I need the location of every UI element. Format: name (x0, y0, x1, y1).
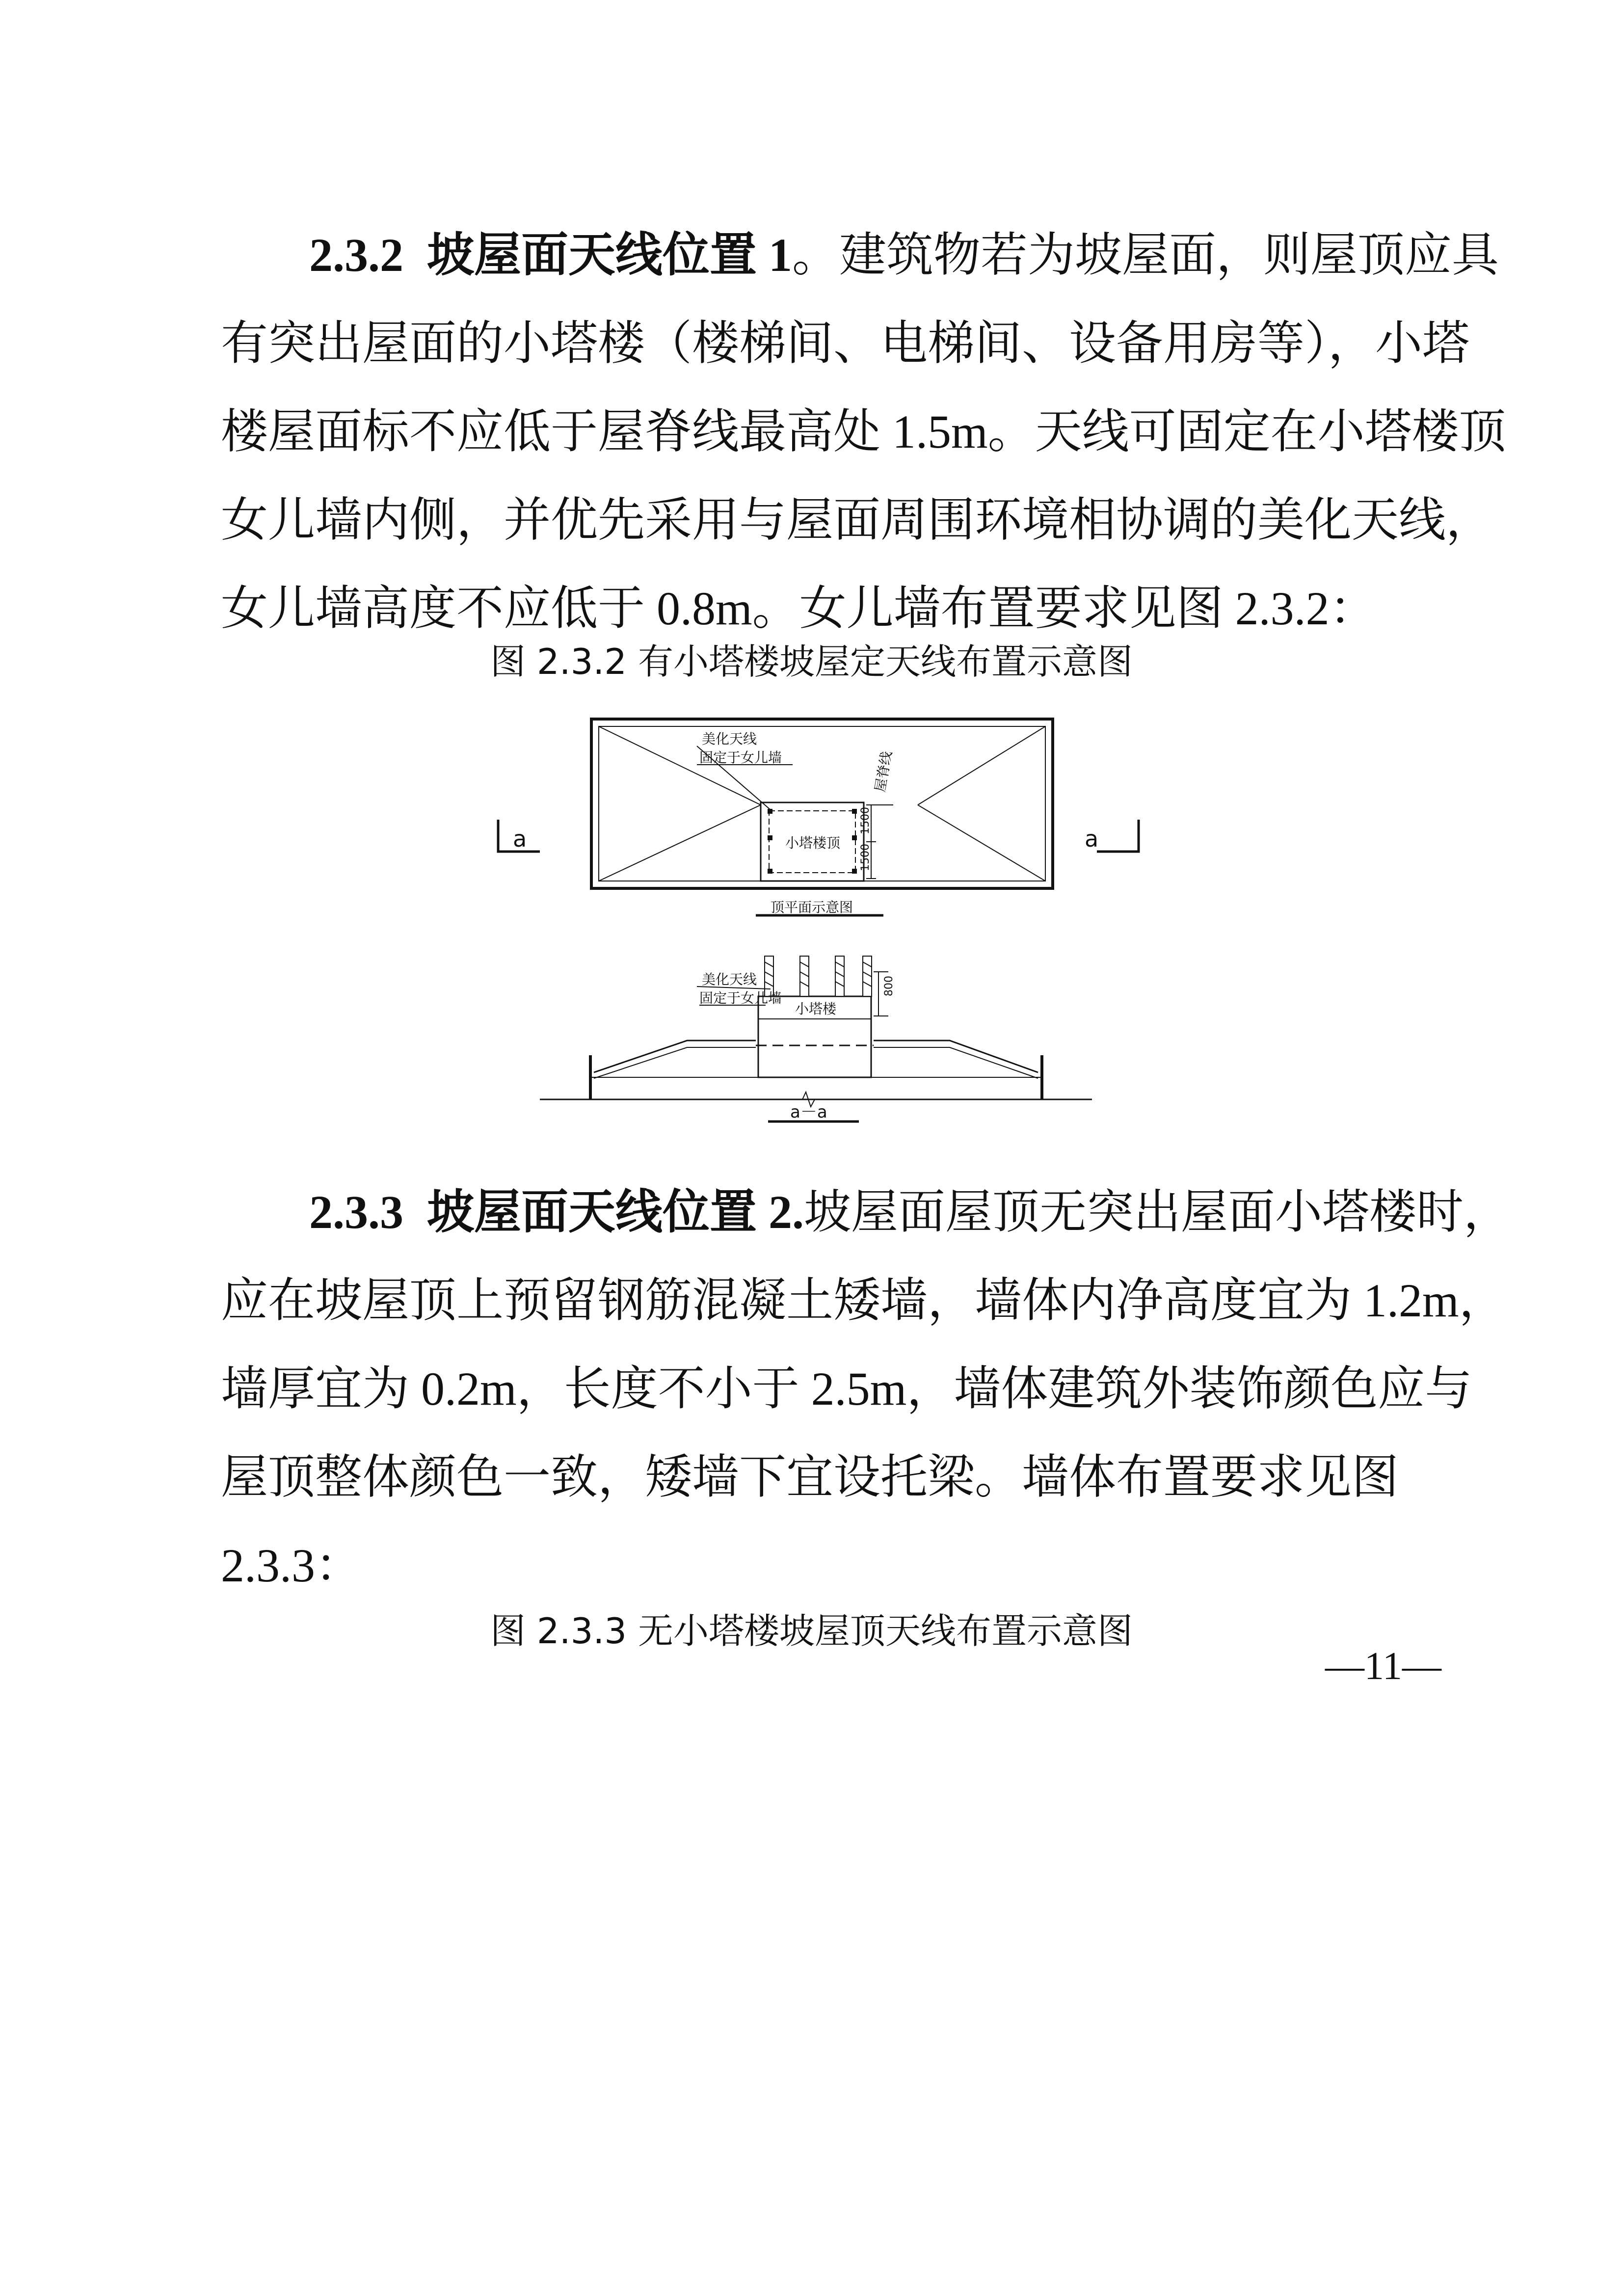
section-2-3-2-line-1: 2.3.2 坡屋面天线位置 1。建筑物若为坡屋面，则屋顶应具 (309, 229, 1499, 281)
section-2-3-2-line-3: 楼屋面标不应低于屋脊线最高处 1.5m。天线可固定在小塔楼顶 (221, 405, 1506, 458)
section-fixed-label: 固定于女儿墙 (699, 990, 782, 1006)
plan-section-mark-a-right: a (1085, 826, 1099, 852)
figure-2-3-3-caption: 图 2.3.3 无小塔楼坡屋顶天线布置示意图 (490, 1610, 1133, 1652)
section-antenna-label: 美化天线 (702, 971, 757, 988)
roof-outline (591, 719, 1053, 888)
plan-antenna-label: 美化天线 (702, 731, 757, 747)
plan-section-mark-a-left: a (513, 826, 527, 852)
section-2-3-3-line-2: 应在坡屋顶上预留钢筋混凝土矮墙，墙体内净高度宜为 1.2m， (221, 1274, 1506, 1327)
section-2-3-3-line-4: 屋顶整体颜色一致，矮墙下宜设托梁。墙体布置要求见图 (221, 1451, 1399, 1503)
figure-2-3-2-caption: 图 2.3.2 有小塔楼坡屋定天线布置示意图 (490, 641, 1133, 682)
plan-dim-1: 1500 (859, 807, 872, 834)
roof-inner-outline (599, 726, 1045, 881)
section-number: 2.3.2 (309, 229, 403, 281)
roof-plan-view (498, 719, 1139, 915)
section-2-3-2-line-4: 女儿墙内侧，并优先采用与屋面周围环境相协调的美化天线， (221, 494, 1493, 546)
section-2-3-3-line-3: 墙厚宜为 0.2m，长度不小于 2.5m，墙体建筑外装饰颜色应与 (221, 1362, 1472, 1415)
section-view-title: a－a (790, 1102, 827, 1122)
section-2-3-2-line-2: 有突出屋面的小塔楼（楼梯间、电梯间、设备用房等），小塔 (221, 317, 1469, 370)
plan-dim-2: 1500 (859, 844, 872, 871)
section-dim: 800 (883, 976, 895, 996)
section-tower-label: 小塔楼 (795, 1001, 837, 1017)
section-title: 坡屋面天线位置 2. (427, 1186, 804, 1238)
section-view (540, 956, 1092, 1121)
page-number: —11— (1325, 1645, 1442, 1688)
section-2-3-3-line-5: 2.3.3： (221, 1539, 362, 1592)
section-2-3-3-line-1: 2.3.3 坡屋面天线位置 2.坡屋面屋顶无突出屋面小塔楼时， (309, 1186, 1511, 1238)
plan-ridge-label: 屋脊线 (872, 749, 895, 794)
section-2-3-3 (221, 1168, 1511, 1610)
section-title: 坡屋面天线位置 1 (427, 229, 792, 281)
section-mark-right (1097, 820, 1139, 852)
plan-view-title: 顶平面示意图 (771, 899, 853, 915)
section-number: 2.3.3 (309, 1186, 403, 1238)
section-2-3-2-line-5: 女儿墙高度不应低于 0.8m。女儿墙布置要求见图 2.3.2： (221, 582, 1377, 635)
section-2-3-2 (221, 211, 1506, 653)
plan-fixed-label: 固定于女儿墙 (699, 749, 782, 766)
plan-tower-top-label: 小塔楼顶 (785, 835, 841, 851)
figure-2-3-2-diagram (481, 707, 1148, 1148)
